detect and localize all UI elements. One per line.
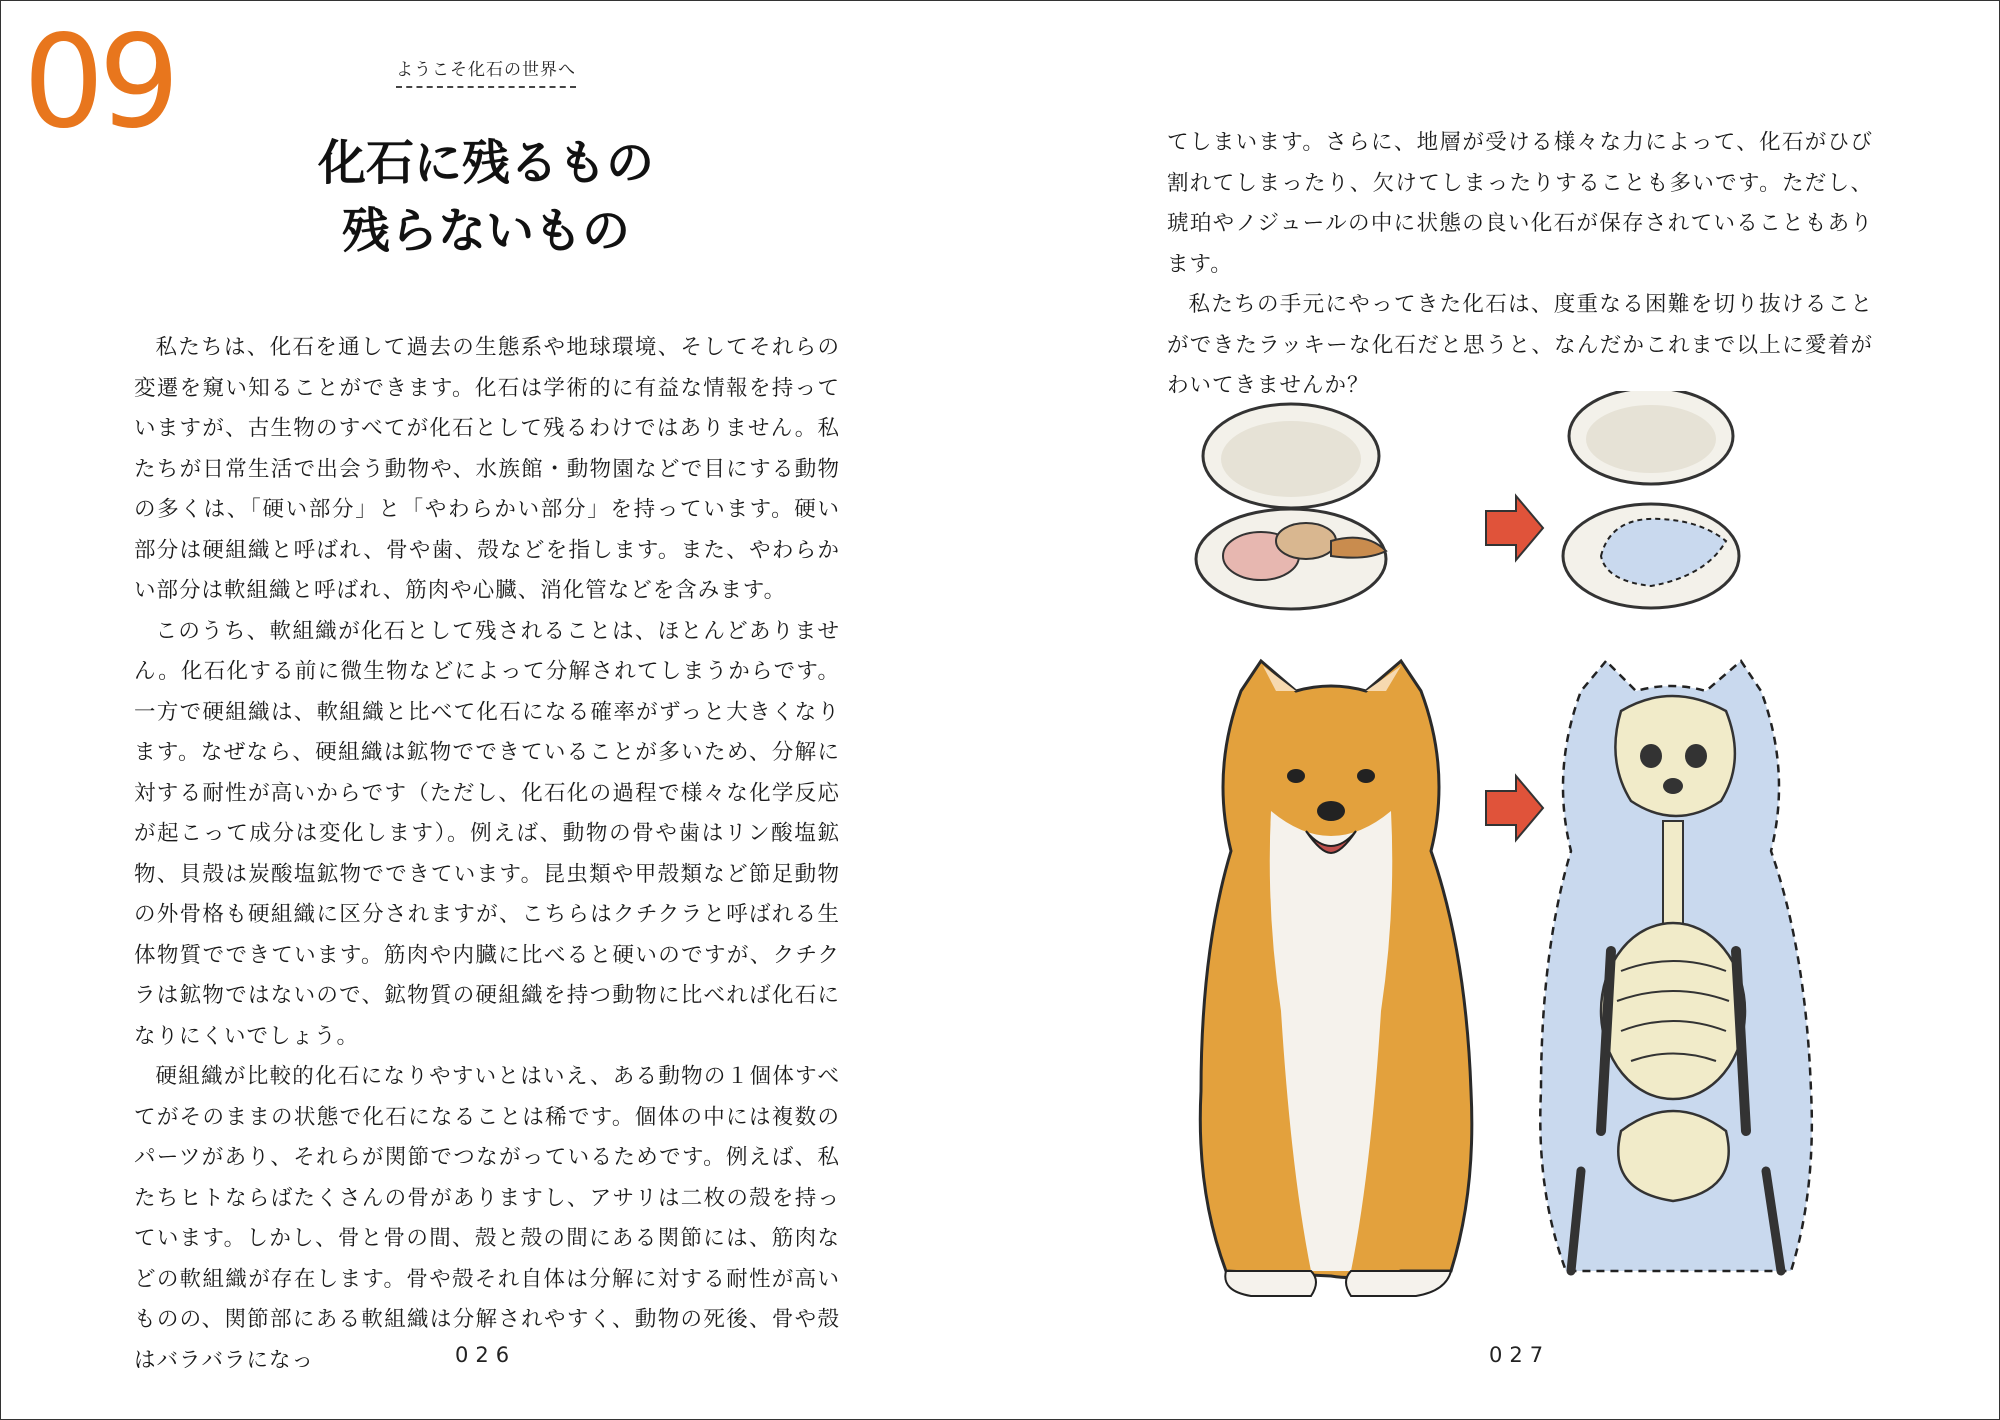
body-paragraph: てしまいます。さらに、地層が受ける様々な力によって、化石がひび割れてしまったり、欠けてしまったりすることも多いです。ただし、琥珀やノジュールの中に状態の良い化石が保存されていることもあります。 <box>1167 130 1873 277</box>
page-number-right: 027 <box>1489 1343 1551 1367</box>
body-paragraph: 私たちの手元にやってきた化石は、度重なる困難を切り抜けることができたラッキーな化石だと思うと、なんだかこれまで以上に愛着がわいてきませんか？ <box>1167 292 1873 398</box>
arrow-right-icon <box>1486 776 1543 840</box>
body-paragraph: このうち、軟組織が化石として残されることは、ほとんどありません。化石化する前に微生物などによって分解されてしまうからです。一方で硬組織は、軟組織と比べて化石になる確率がずっと大きくなります。なぜなら、硬組織は鉱物でできていることが多いため、分解に対する耐性が高いからです（ただし、化石化の過程で様々な化学反応が起こって成分は変化します）。例えば、動物の骨や歯はリン酸塩鉱物、貝殻は炭酸塩鉱物でできています。昆虫類や甲殻類など節足動物の外骨格も硬組織に区分されますが、こちらはクチクラと呼ばれる生体物質でできています。筋肉や内臓に比べると硬いのですが、クチクラは鉱物ではないので、鉱物質の硬組織を持つ動物に比べれば化石になりにくいでしょう。 <box>134 618 840 1049</box>
body-paragraph: 硬組織が比較的化石になりやすいとはいえ、ある動物の１個体すべてがそのままの状態で化石になることは稀です。個体の中には複数のパーツがあり、それらが関節でつながっているためです。例えば、私たちヒトならばたくさんの骨がありますし、アサリは二枚の殻を持っています。しかし、骨と骨の間、殻と殻の間にある関節には、筋肉などの軟組織が存在します。骨や殻それ自体は分解に対する耐性が高いものの、関節部にある軟組織は分解されやすく、動物の死後、骨や殻はバラバラになっ <box>134 1064 840 1373</box>
chapter-number: 09 <box>23 8 174 157</box>
series-label: ようこそ化石の世界へ <box>396 55 576 88</box>
left-page-body <box>134 328 840 1381</box>
dog-skeleton-illustration <box>1540 661 1812 1271</box>
arrow-right-icon <box>1486 496 1543 560</box>
page-number-left: 026 <box>455 1343 517 1367</box>
chapter-title-line1: 化石に残るもの <box>317 135 654 191</box>
body-paragraph: 私たちは、化石を通して過去の生態系や地球環境、そしてそれらの変遷を窺い知ることができます。化石は学術的に有益な情報を持っていますが、古生物のすべてが化石として残るわけではありません。私たちが日常生活で出会う動物や、水族館・動物園などで目にする動物の多くは、「硬い部分」と「やわらかい部分」を持っています。硬い部分は硬組織と呼ばれ、骨や歯、殻などを指します。また、やわらかい部分は軟組織と呼ばれ、筋肉や心臓、消化管などを含みます。 <box>134 335 840 603</box>
right-page-body <box>1167 123 1873 407</box>
clam-with-body-illustration <box>1196 404 1386 609</box>
chapter-title <box>261 129 711 265</box>
shiba-dog-illustration <box>1200 661 1472 1296</box>
clam-shell-only-illustration <box>1563 391 1739 608</box>
fossilization-illustration <box>1181 391 1841 1311</box>
chapter-title-line2: 残らないもの <box>341 203 630 259</box>
